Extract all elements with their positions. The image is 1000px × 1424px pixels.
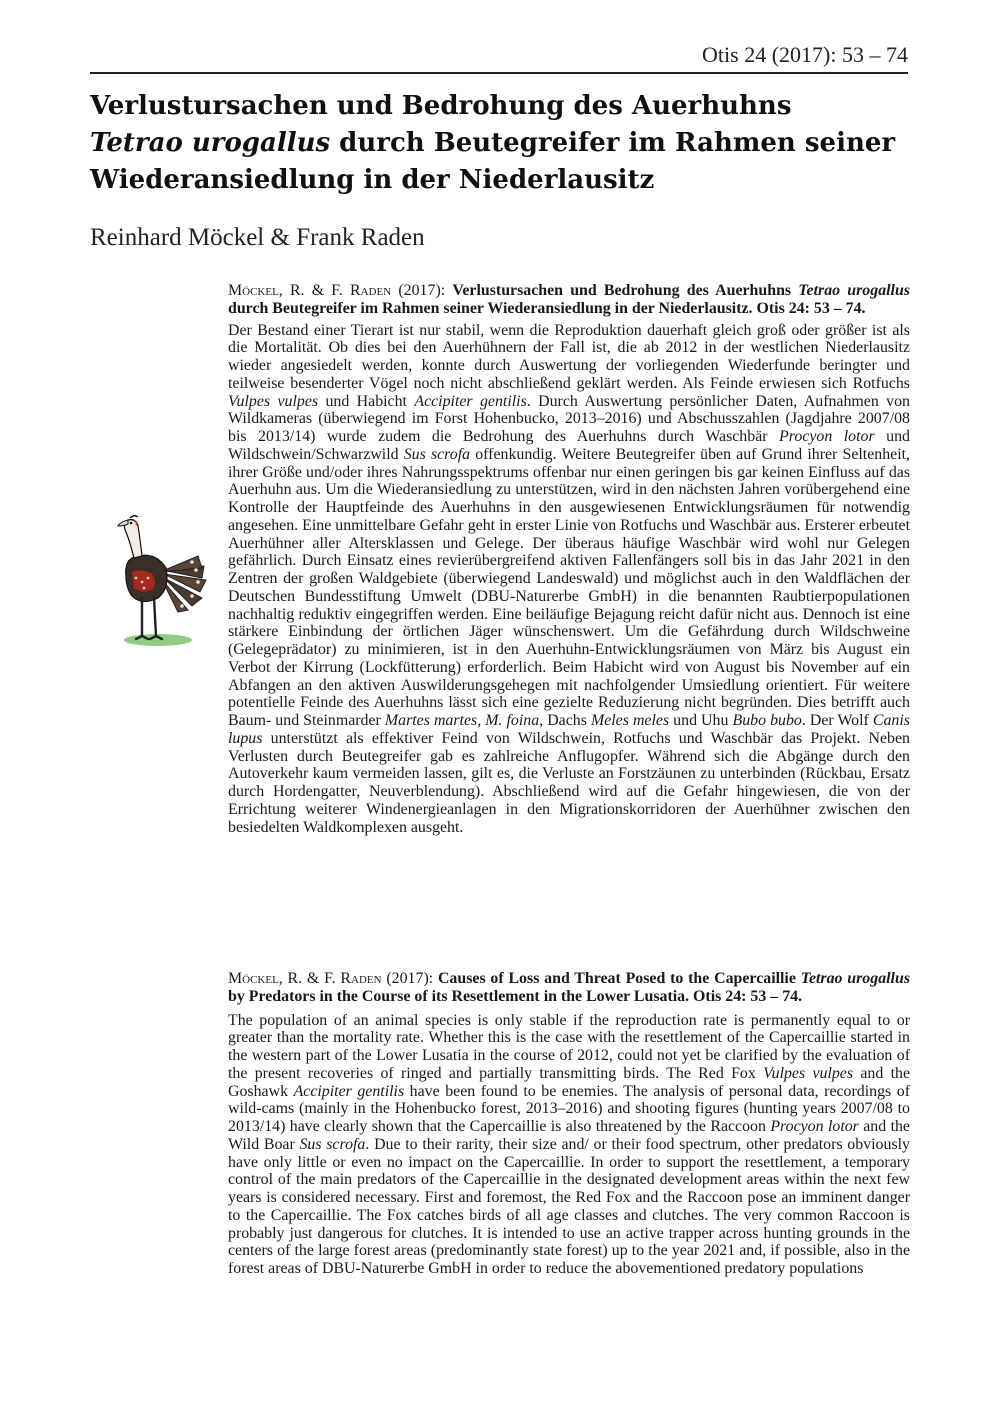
citation-year: (2017): bbox=[381, 970, 438, 987]
citation-year: (2017): bbox=[391, 282, 453, 299]
citation-english bbox=[228, 970, 910, 1006]
header-rule bbox=[90, 72, 908, 74]
citation-title: Verlustursachen und Bedrohung des Auerhuhns Tetrao urogallus durch Beutegreifer im Rahmen seiner Wiederansiedlung in der Niederlausitz. Otis 24: 53 – 74. bbox=[228, 282, 910, 317]
abstract-english bbox=[228, 970, 910, 1278]
citation-authors: Möckel, R. & F. Raden bbox=[228, 970, 382, 987]
citation-german bbox=[228, 282, 910, 318]
abstract-german-body: Der Bestand einer Tierart ist nur stabil, wenn die Reproduktion dauerhaft gleich groß oder größer ist als die Mortalität. Ob dies bei den Auerhühnern der Fall ist, die ab 2012 in der westlichen Niederlausitz wieder angesiedelt werden, konnte durch Auswertung der vorliegenden Wiederfunde beringter und teilweise besenderter Vögel noch nicht abschließend geklärt werden. Als Feinde erwiesen sich Rotfuchs Vulpes vulpes und Habicht Accipiter gentilis. Durch Auswertung persönlicher Daten, Aufnahmen von Wildkameras (überwiegend im Forst Hohenbucko, 2013–2016) und Abschusszahlen (Jagdjahre 2007/08 bis 2013/14) wurde zudem die Bedrohung des Auerhuhns durch Waschbär Procyon lotor und Wildschwein/Schwarzwild Sus scrofa offenkundig. Weitere Beutegreifer üben auf Grund ihrer Seltenheit, ihrer Größe und/oder ihres Nahrungsspektrums offenbar nur einen geringen bis gar keinen Einfluss auf das Auerhuhn aus. Um die Wiederansiedlung zu unterstützen, wird in den nächsten Jahren vorübergehend eine Kontrolle der Hauptfeinde des Auerhuhns in den ausgewiesenen Entwicklungsräumen für notwendig angesehen. Eine unmittelbare Gefahr geht in erster Linie von Rotfuchs und Waschbär aus. Ersterer erbeutet Auerhühner aller Altersklassen und Gelege. Der überaus häufige Waschbär wird wohl nur Gelegen gefährlich. Durch Einsatz eines revierübergreifend aktiven Fallenfängers soll bis in das Jahr 2021 in den Zentren der großen Waldgebiete (überwiegend Landeswald) und möglichst auch in den Waldflächen der Deutschen Bundesstiftung Umwelt (DBU-Naturerbe GmbH) in die benannten Raubtierpopulationen nachhaltig reduktiv eingegriffen werden. Eine beiläufige Bejagung reicht dafür nicht aus. Dennoch ist eine stärkere Einbindung der örtlichen Jäger wünschenswert. Um die Gefährdung durch Wildschweine (Gelegeprädator) zu minimieren, ist in den Auerhuhn-Entwicklungsräumen von März bis August ein Verbot der Kirrung (Lockfütterung) erforderlich. Beim Habicht wird von August bis November auf ein Abfangen an den aktiven Auswilderungsgehegen mit nachfolgender Umsiedlung orientiert. Für weitere potentielle Feinde des Auerhuhns lässt sich eine gezielte Reduzierung nicht begründen. Dies betrifft auch Baum- und Steinmarder Martes martes, M. foina, Dachs Meles meles und Uhu Bubo bubo. Der Wolf Canis lupus unterstützt als effektiver Feind von Wildschwein, Rotfuchs und Waschbär das Projekt. Neben Verlusten durch Beutegreifer gab es zahlreiche Anflugopfer. Während sich die Abgänge durch den Autoverkehr kaum vermeiden lassen, gilt es, die Verluste an Forstzäunen zu unterbinden (Rückbau, Ersatz durch Hordengatter, Neuverblendung). Abschließend wird auf die Gefahr hingewiesen, die von der Errichtung weiterer Windenergieanlagen in den Migrationskorridoren der Auerhühner zwischen den besiedelten Waldkomplexen ausgeht. bbox=[228, 321, 911, 836]
title-species: Tetrao urogallus bbox=[90, 128, 331, 158]
abstract-english-body: The population of an animal species is only stable if the reproduction rate is permanently equal to or greater than the mortality rate. Whether this is the case with the resettlement of the Capercaillie started in the western part of the Lower Lusatia in the course of 2012, could not yet be clarified by the evaluation of the present recoveries of ringed and partially transmitting birds. The Red Fox Vulpes vulpes and the Goshawk Accipiter gentilis have been found to be enemies. The analysis of personal data, recordings of wild-cams (mainly in the Hohenbucko forest, 2013–2016) and shooting figures (hunting years 2007/08 to 2013/14) have clearly shown that the Capercaillie is also threatened by the Raccoon Procyon lotor and the Wild Boar Sus scrofa. Due to their rarity, their size and/ or their food spectrum, other predators obviously have only little or even no impact on the Capercaillie. In order to support the resettlement, a temporary control of the main predators of the Capercaillie in the designated development areas within the next few years is considered necessary. First and foremost, the Red Fox and the Raccoon pose an imminent danger to the Capercaillie. The Fox catches birds of all age classes and clutches. The very common Raccoon is probably just dangerous for clutches. It is intended to use an active trapper across hunting grounds in the centers of the large forest areas (predominantly state forest) up to the year 2021 and, if possible, also in the forest areas of DBU-Naturerbe GmbH in order to reduce the abovementioned predatory populations bbox=[228, 1011, 911, 1277]
citation-title: Causes of Loss and Threat Posed to the Capercaillie Tetrao urogallus by Predators in the Course of its Resettlement in the Lower Lusatia. Otis 24: 53 – 74. bbox=[228, 970, 910, 1005]
journal-reference: Otis 24 (2017): 53 – 74 bbox=[702, 42, 908, 67]
title-line-1: Verlustursachen und Bedrohung des Auerhuhns bbox=[90, 91, 792, 121]
author-line: Reinhard Möckel & Frank Raden bbox=[90, 224, 425, 251]
capercaillie-illustration bbox=[112, 512, 208, 652]
title-line-2: durch Beutegreifer im Rahmen seiner bbox=[330, 128, 896, 158]
article-title bbox=[90, 88, 910, 199]
title-line-3: Wiederansiedlung in der Niederlausitz bbox=[90, 165, 655, 195]
citation-authors: Möckel, R. & F. Raden bbox=[228, 282, 392, 299]
abstract-german bbox=[228, 282, 910, 836]
